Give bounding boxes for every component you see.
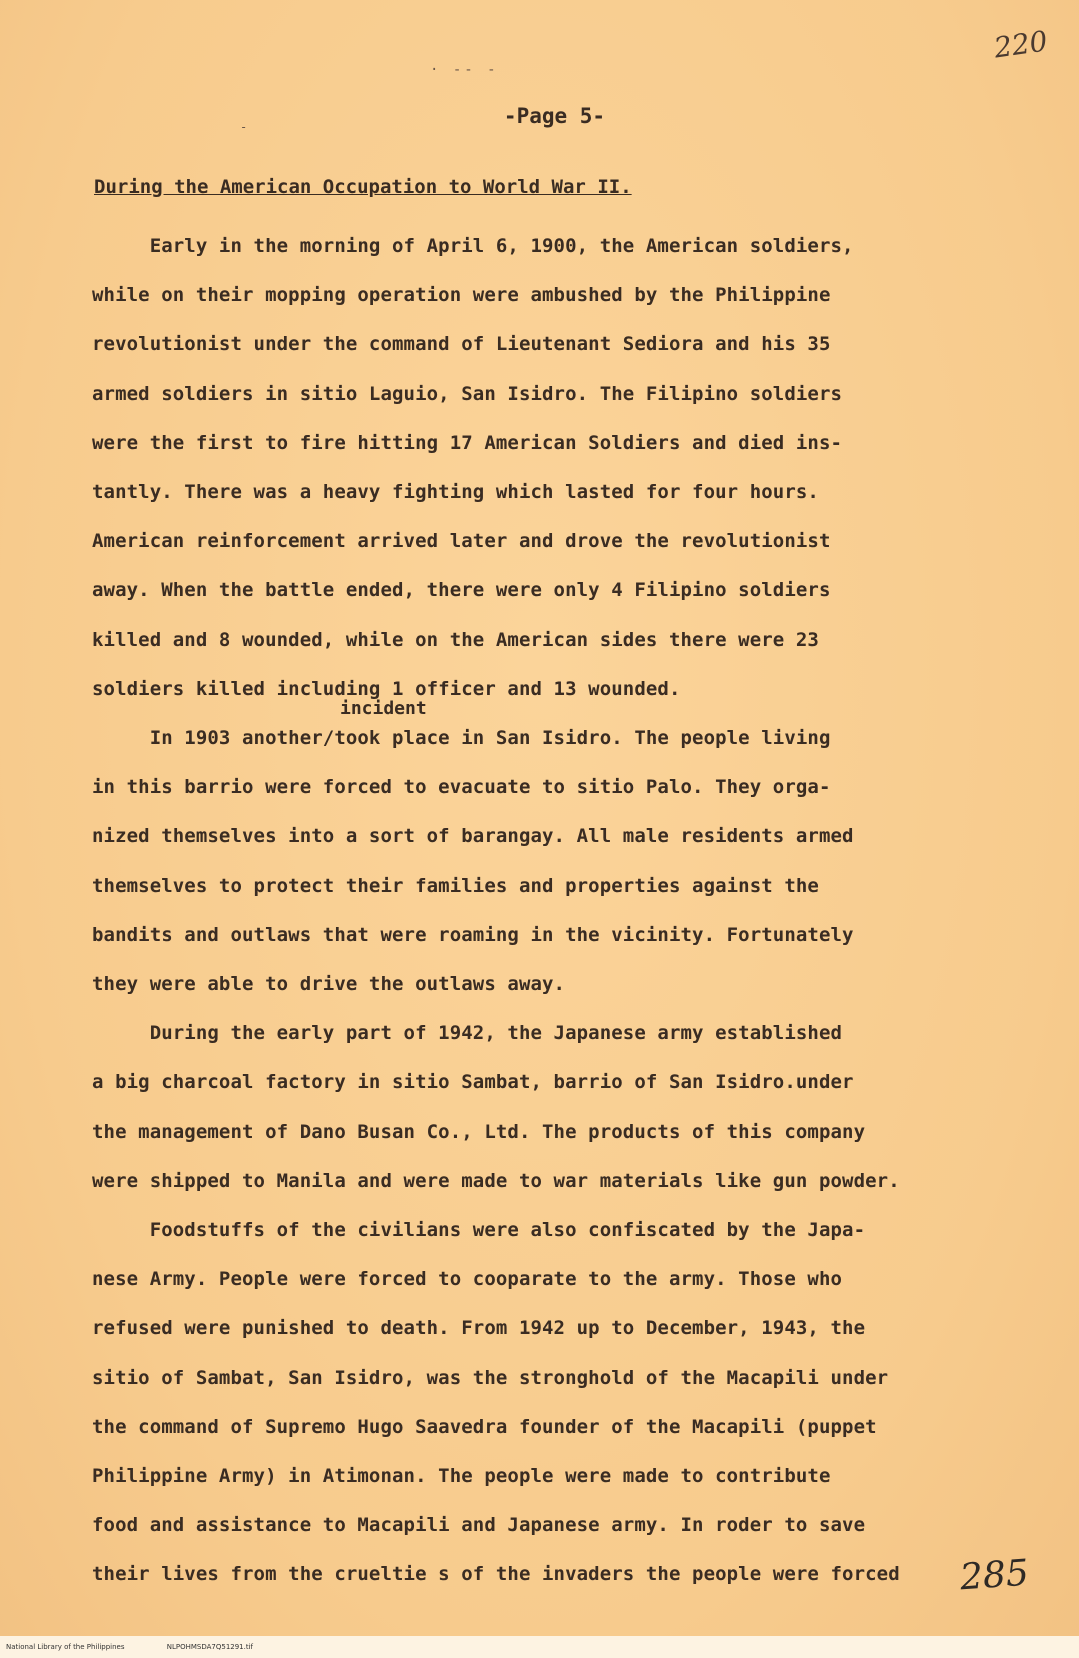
text-line: killed and 8 wounded, while on the American sides there were 23 xyxy=(92,628,819,651)
handwritten-insertion: incident xyxy=(340,698,427,719)
text-line: themselves to protect their families and properties against the xyxy=(92,874,819,897)
text-line: the management of Dano Busan Co., Ltd. The products of this company xyxy=(92,1120,866,1143)
text-line: food and assistance to Macapili and Japanese army. In roder to save xyxy=(92,1514,866,1537)
stray-tick: - xyxy=(240,120,248,134)
text-line: while on their mopping operation were ambushed by the Philippine xyxy=(92,284,831,307)
stray-marks: · -- - xyxy=(430,62,499,78)
text-line: Philippine Army) in Atimonan. The people were made to contribute xyxy=(92,1465,831,1488)
text-line: in this barrio were forced to evacuate to sitio Palo. They orga- xyxy=(92,776,831,799)
text-line: During the early part of 1942, the Japanese army established xyxy=(92,1022,843,1045)
text-line: their lives from the crueltie s of the invaders the people were forced xyxy=(92,1563,900,1586)
text-line: In 1903 another/took place in San Isidro. The people living xyxy=(92,727,831,750)
footer-library: National Library of the Philippines xyxy=(6,1643,125,1651)
footer-filename: NLPOHMSDA7Q51291.tif xyxy=(166,1643,254,1651)
text-line: sitio of Sambat, San Isidro, was the stronghold of the Macapili under xyxy=(92,1366,889,1389)
handwritten-signature-number: 285 xyxy=(958,1552,1031,1599)
text-line: armed soldiers in sitio Laguio, San Isidro. The Filipino soldiers xyxy=(92,382,843,405)
text-line: nized themselves into a sort of barangay. All male residents armed xyxy=(92,825,854,848)
text-line: Foodstuffs of the civilians were also confiscated by the Japa- xyxy=(92,1219,866,1242)
text-line: nese Army. People were forced to cooparate to the army. Those who xyxy=(92,1268,843,1291)
text-line: revolutionist under the command of Lieutenant Sediora and his 35 xyxy=(92,333,831,356)
page-title: -Page 5- xyxy=(503,104,606,128)
text-line: bandits and outlaws that were roaming in the vicinity. Fortunately xyxy=(92,923,854,946)
text-line: Early in the morning of April 6, 1900, the American soldiers, xyxy=(92,235,854,257)
text-line: the command of Supremo Hugo Saavedra founder of the Macapili (puppet xyxy=(92,1415,877,1438)
text-line: soldiers killed including 1 officer and 13 wounded. xyxy=(92,677,681,700)
text-line: refused were punished to death. From 1942 up to December, 1943, the xyxy=(92,1317,866,1340)
handwritten-page-number: 220 xyxy=(991,24,1050,65)
text-line: American reinforcement arrived later and drove the revolutionist xyxy=(92,530,831,553)
text-line: were shipped to Manila and were made to war materials like gun powder. xyxy=(92,1169,900,1192)
scan-footer xyxy=(0,1636,1079,1658)
text-line: a big charcoal factory in sitio Sambat, barrio of San Isidro.under xyxy=(92,1071,854,1094)
text-line: were the first to fire hitting 17 American Soldiers and died ins- xyxy=(92,431,843,454)
text-line: tantly. There was a heavy fighting which lasted for four hours. xyxy=(92,481,819,504)
section-heading: During the American Occupation to World War II. xyxy=(94,176,632,198)
text-line: away. When the battle ended, there were only 4 Filipino soldiers xyxy=(92,579,831,602)
text-line: they were able to drive the outlaws away. xyxy=(92,973,566,996)
body-text xyxy=(92,222,972,1600)
